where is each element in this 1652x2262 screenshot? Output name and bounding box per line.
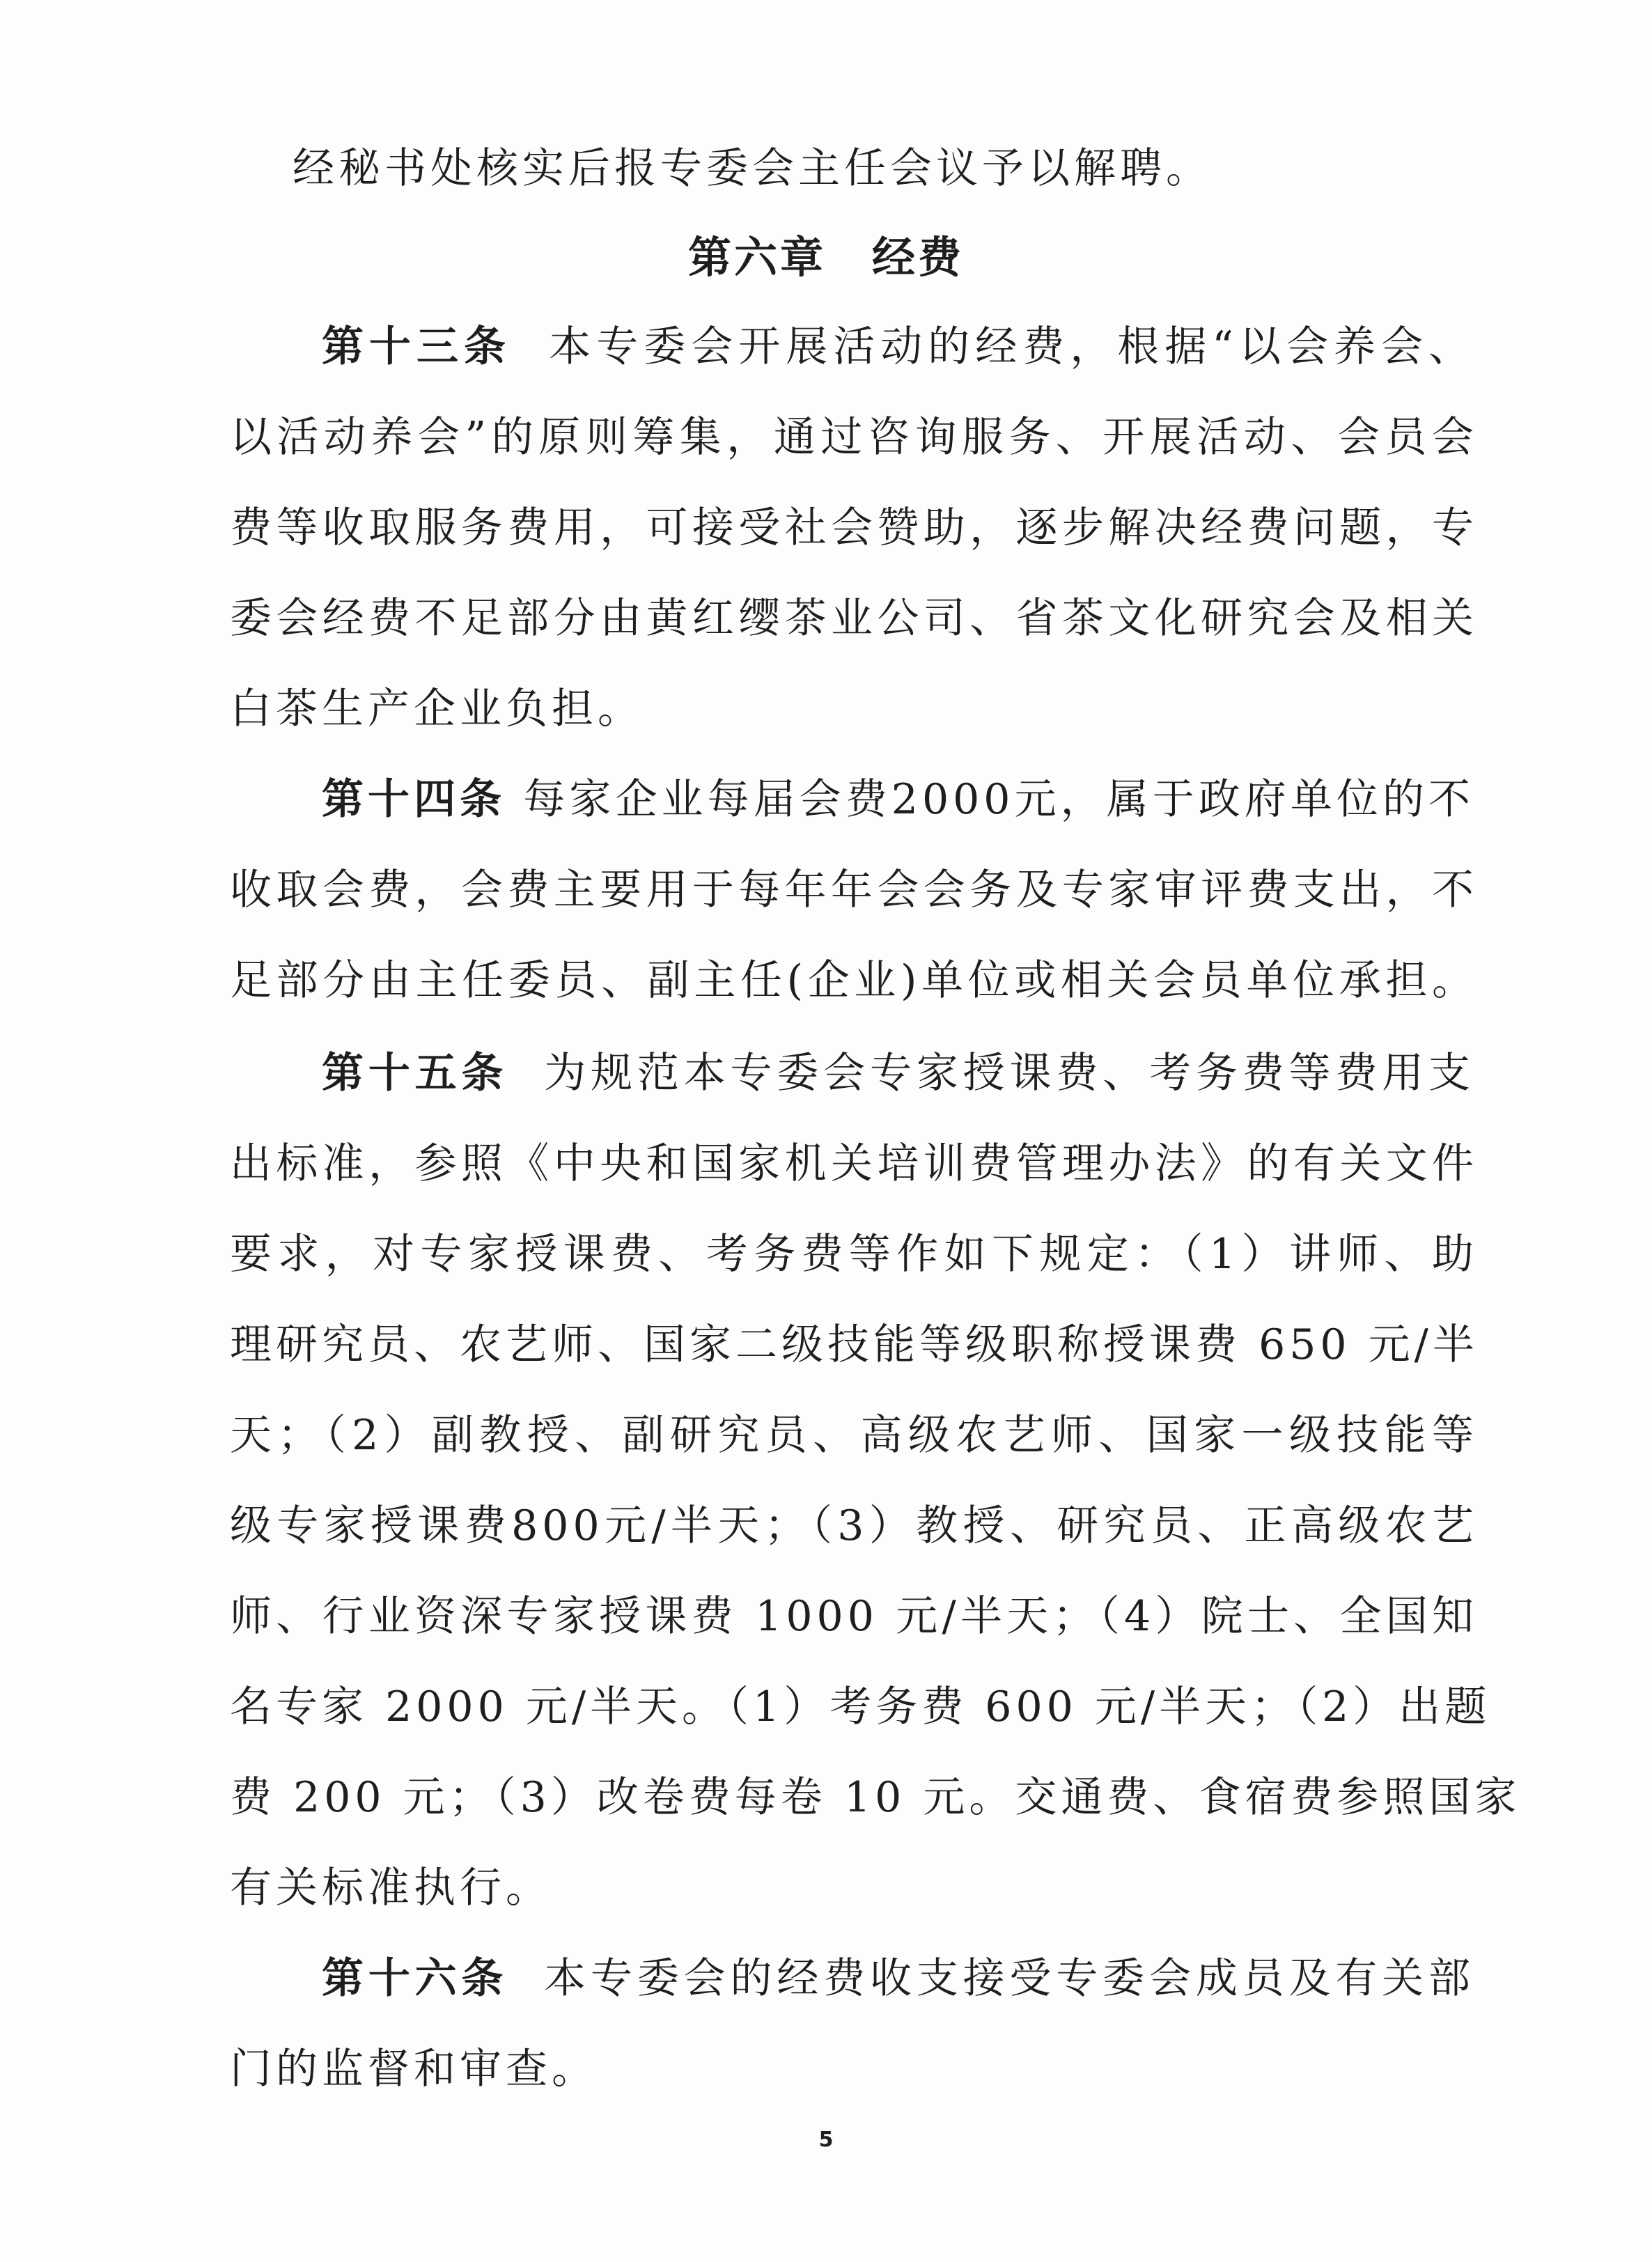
article-14-line-1 bbox=[322, 774, 1474, 825]
article-14-label: 第十四条 bbox=[322, 775, 506, 824]
article-16-line-1 bbox=[322, 1953, 1474, 2004]
opening-line: 经秘书处核实后报专委会主任会议予以解聘。 bbox=[293, 144, 1212, 193]
article-16-text: 本专委会的经费收支接受专委会成员及有关部 bbox=[544, 1954, 1474, 2003]
article-15-line-6: 级专家授课费800元/半天；（3）教授、研究员、正高级农艺 bbox=[230, 1502, 1478, 1550]
article-13-line-2: 以活动养会”的原则筹集，通过咨询服务、开展活动、会员会 bbox=[230, 413, 1478, 462]
article-14-text: 每家企业每届会费2000元，属于政府单位的不 bbox=[523, 775, 1475, 824]
article-13-line-5: 白茶生产企业负担。 bbox=[230, 685, 644, 733]
article-14-line-3: 足部分由主任委员、副主任(企业)单位或相关会员单位承担。 bbox=[230, 956, 1478, 1005]
article-15-line-5: 天；（2）副教授、副研究员、高级农艺师、国家一级技能等 bbox=[230, 1411, 1478, 1460]
article-15-line-7: 师、行业资深专家授课费 1000 元/半天；（4）院士、全国知 bbox=[230, 1592, 1478, 1641]
article-15-text: 为规范本专委会专家授课费、考务费等费用支 bbox=[544, 1049, 1474, 1098]
article-13-line-3: 费等收取服务费用，可接受社会赞助，逐步解决经费问题，专 bbox=[230, 504, 1478, 552]
chapter-heading: 第六章 经费 bbox=[687, 232, 964, 283]
article-15-line-3: 要求，对专家授课费、考务费等作如下规定：（1）讲师、助 bbox=[230, 1230, 1478, 1279]
article-15-line-4: 理研究员、农艺师、国家二级技能等级职称授课费 650 元/半 bbox=[230, 1320, 1479, 1369]
article-15-line-2: 出标准，参照《中央和国家机关培训费管理办法》的有关文件 bbox=[230, 1139, 1478, 1188]
page-number: 5 bbox=[818, 2128, 834, 2152]
article-15-line-10: 有关标准执行。 bbox=[230, 1864, 552, 1912]
article-15-line-1 bbox=[322, 1048, 1474, 1098]
article-13-line-4: 委会经费不足部分由黄红缨茶业公司、省茶文化研究会及相关 bbox=[230, 594, 1478, 643]
article-15-line-8: 名专家 2000 元/半天。（1）考务费 600 元/半天；（2）出题 bbox=[230, 1683, 1491, 1731]
article-15-line-9: 费 200 元；（3）改卷费每卷 10 元。交通费、食宿费参照国家 bbox=[230, 1773, 1521, 1822]
article-13-line-1 bbox=[322, 322, 1474, 372]
article-13-text: 本专委会开展活动的经费，根据“以会养会、 bbox=[549, 322, 1474, 371]
article-16-line-2: 门的监督和审查。 bbox=[230, 2045, 598, 2093]
article-16-label: 第十六条 bbox=[322, 1954, 508, 2003]
article-15-label: 第十五条 bbox=[322, 1049, 508, 1098]
article-13-label: 第十三条 bbox=[322, 322, 512, 371]
article-14-line-2: 收取会费，会费主要用于每年年会会务及专家审评费支出，不 bbox=[230, 866, 1478, 914]
